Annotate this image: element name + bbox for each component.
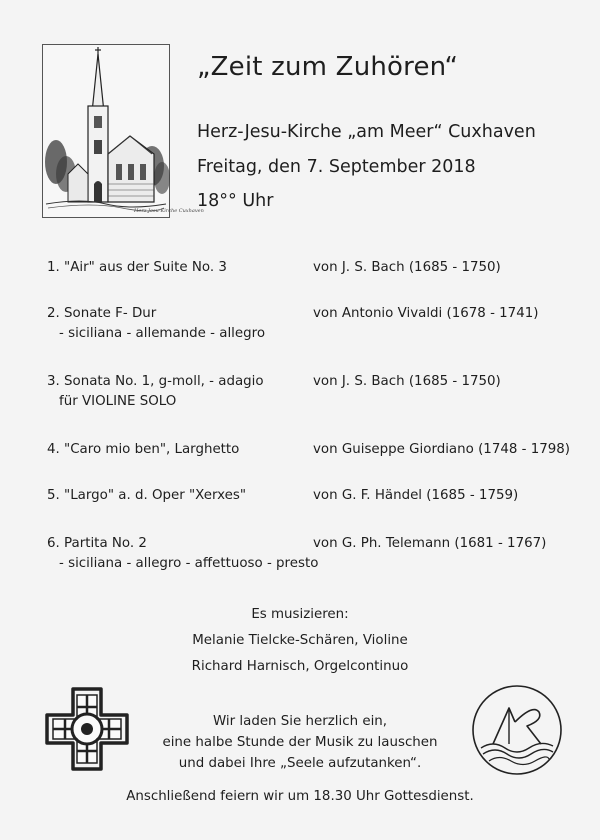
performer-name: Richard Harnisch, Orgelcontinuo [191, 659, 409, 674]
time-line: 18°° Uhr [197, 191, 274, 211]
illustration-caption: Herz-Jesu-Kirche Cuxhaven [134, 208, 204, 214]
piece-title: 3. Sonata No. 1, g-moll, - adagio [47, 374, 264, 389]
piece-movements: für VIOLINE SOLO [59, 394, 177, 409]
piece-title: 5. "Largo" a. d. Oper "Xerxes" [47, 488, 247, 503]
piece-title: 6. Partita No. 2 [47, 536, 147, 551]
date-line: Freitag, den 7. September 2018 [197, 157, 476, 177]
composer: von G. F. Händel (1685 - 1759) [313, 488, 519, 503]
venue-line: Herz-Jesu-Kirche „am Meer“ Cuxhaven [197, 122, 536, 142]
closing-text: Anschließend feiern wir um 18.30 Uhr Gottesdienst. [126, 789, 474, 804]
church-illustration [42, 44, 204, 218]
composer: von G. Ph. Telemann (1681 - 1767) [313, 536, 547, 551]
piece-title: 4. "Caro mio ben", Larghetto [47, 442, 240, 457]
composer: von Guiseppe Giordiano (1748 - 1798) [313, 442, 571, 457]
performer-name: Melanie Tielcke-Schären, Violine [192, 633, 408, 648]
piece-title: 2. Sonate F- Dur [47, 306, 157, 321]
wave-logo-icon [469, 682, 565, 778]
page-title: „Zeit zum Zuhören“ [197, 52, 459, 82]
invitation-line: eine halbe Stunde der Musik zu lauschen [162, 735, 438, 750]
piece-movements: - siciliana - allegro - affettuoso - presto [59, 556, 319, 571]
piece-title: 1. "Air" aus der Suite No. 3 [47, 260, 227, 275]
piece-movements: - siciliana - allemande - allegro [59, 326, 266, 341]
composer: von Antonio Vivaldi (1678 - 1741) [313, 306, 539, 321]
performers-block [0, 602, 600, 680]
invitation-line: und dabei Ihre „Seele aufzutanken“. [178, 756, 422, 771]
composer: von J. S. Bach (1685 - 1750) [313, 260, 501, 275]
invitation-line: Wir laden Sie herzlich ein, [212, 714, 388, 729]
performers-heading: Es musizieren: [251, 607, 349, 622]
composer: von J. S. Bach (1685 - 1750) [313, 374, 501, 389]
